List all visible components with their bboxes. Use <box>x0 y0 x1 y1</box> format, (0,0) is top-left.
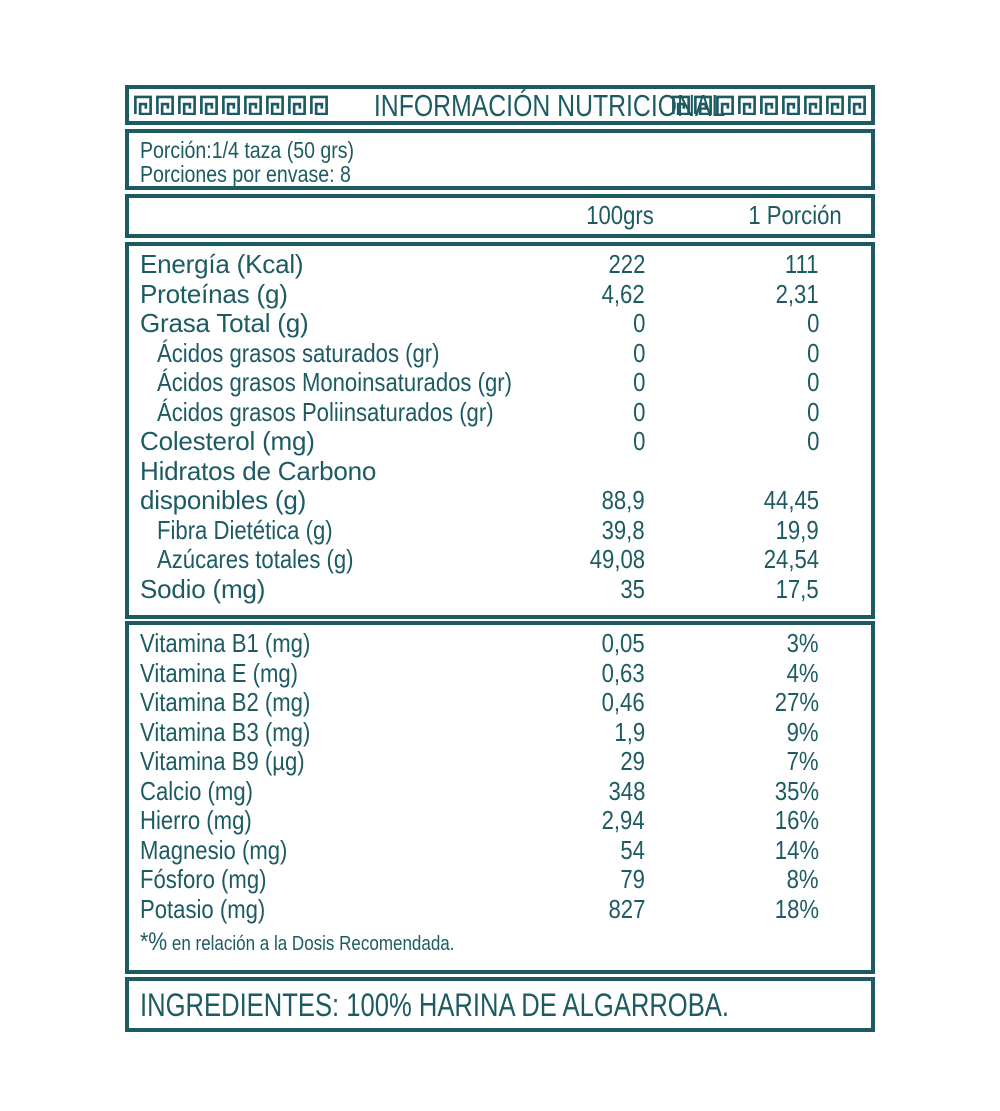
nutrient-label: Sodio (mg) <box>140 573 266 604</box>
table-row <box>140 806 819 836</box>
value-per-100g: 0,46 <box>601 687 645 717</box>
column-header-portion: 1 Porción <box>748 199 842 230</box>
value-per-portion: 2,31 <box>775 278 819 309</box>
table-row <box>140 398 819 428</box>
value-per-portion: 3% <box>787 628 819 658</box>
table-row <box>140 688 819 718</box>
value-per-portion: 19,9 <box>775 514 819 545</box>
daily-value-footnote <box>140 929 819 957</box>
nutrient-label: Ácidos grasos Monoinsaturados (gr) <box>157 367 512 397</box>
table-row <box>140 427 819 457</box>
greek-key-icon <box>265 95 285 115</box>
greek-key-icon <box>803 95 823 115</box>
serving-size-line <box>140 138 871 162</box>
value-per-100g: 79 <box>620 864 645 894</box>
value-per-100g: 0 <box>632 367 645 397</box>
value-per-100g: 0 <box>632 337 645 368</box>
nutrient-label: Calcio (mg) <box>140 775 253 806</box>
value-per-portion: 0 <box>806 337 819 368</box>
table-row <box>140 457 819 487</box>
value-per-100g <box>525 457 645 487</box>
value-per-portion: 7% <box>787 746 819 776</box>
value-per-portion: 9% <box>787 716 819 747</box>
table-row <box>140 309 819 339</box>
value-per-portion: 27% <box>774 687 819 717</box>
nutrient-label: Vitamina E (mg) <box>140 657 299 688</box>
ingredients-section <box>125 977 875 1032</box>
greek-key-icon <box>309 95 329 115</box>
value-per-portion: 35% <box>774 775 819 806</box>
table-row <box>140 718 819 748</box>
nutrient-label: Magnesio (mg) <box>140 834 288 865</box>
value-per-100g: 88,9 <box>601 485 645 515</box>
servings-per-container-text: Porciones por envase: 8 <box>140 161 351 187</box>
value-per-100g: 0,05 <box>601 628 645 658</box>
table-row <box>140 836 819 866</box>
servings-per-container-line <box>140 162 871 186</box>
nutrient-label: Hierro (mg) <box>140 805 252 835</box>
nutrient-label: Vitamina B3 (mg) <box>140 716 311 747</box>
table-row <box>140 516 819 546</box>
nutrient-label: Proteínas (g) <box>140 278 288 309</box>
greek-key-icon <box>847 95 867 115</box>
nutrient-label: Potasio (mg) <box>140 893 266 924</box>
value-per-portion: 0 <box>806 308 819 338</box>
footnote-text: en relación a la Dosis Recomendada. <box>171 933 455 955</box>
value-per-100g: 49,08 <box>589 544 645 574</box>
table-row <box>140 250 819 280</box>
greek-key-icon <box>825 95 845 115</box>
nutrient-label: Fibra Dietética (g) <box>157 514 333 545</box>
table-row <box>140 747 819 777</box>
value-per-portion <box>645 457 819 487</box>
ingredients-line <box>140 988 871 1022</box>
table-row <box>140 659 819 689</box>
greek-key-icon <box>221 95 241 115</box>
greek-key-pattern-left <box>133 95 329 115</box>
value-per-100g: 348 <box>608 775 645 806</box>
serving-info <box>125 129 875 190</box>
value-per-100g: 827 <box>608 893 645 924</box>
column-header-100g: 100grs <box>586 199 654 230</box>
table-row <box>140 486 819 516</box>
value-per-portion: 8% <box>787 864 819 894</box>
nutrient-label: Grasa Total (g) <box>140 308 309 338</box>
value-per-100g: 39,8 <box>601 514 645 545</box>
greek-key-icon <box>759 95 779 115</box>
value-per-100g: 4,62 <box>601 278 645 309</box>
nutrient-label: Vitamina B9 (µg) <box>140 746 305 776</box>
greek-key-icon <box>243 95 263 115</box>
nutrient-label: disponibles (g) <box>140 485 307 515</box>
greek-key-icon <box>737 95 757 115</box>
nutrient-label: Colesterol (mg) <box>140 426 315 456</box>
table-row <box>140 280 819 310</box>
column-headers <box>125 194 875 238</box>
table-row <box>140 545 819 575</box>
value-per-100g: 0 <box>632 308 645 338</box>
value-per-100g: 29 <box>620 746 645 776</box>
footnote-symbol: *% <box>140 928 168 956</box>
nutrient-label: Ácidos grasos Poliinsaturados (gr) <box>157 396 494 427</box>
value-per-portion: 14% <box>774 834 819 865</box>
value-per-100g: 222 <box>608 249 645 279</box>
value-per-100g: 1,9 <box>614 716 645 747</box>
nutrient-label: Vitamina B1 (mg) <box>140 628 311 658</box>
greek-key-icon <box>287 95 307 115</box>
nutrient-label: Ácidos grasos saturados (gr) <box>157 337 440 368</box>
label-title-text: INFORMACIÓN NUTRICIONAL <box>373 87 726 123</box>
value-per-100g: 0 <box>632 426 645 456</box>
value-per-100g: 54 <box>620 834 645 865</box>
table-row <box>140 339 819 369</box>
vitamins-minerals-table <box>125 621 875 974</box>
value-per-portion: 111 <box>785 249 819 279</box>
nutrient-label: Vitamina B2 (mg) <box>140 687 311 717</box>
value-per-portion: 44,45 <box>763 485 819 515</box>
greek-key-icon <box>133 95 153 115</box>
table-row <box>140 865 819 895</box>
value-per-portion: 0 <box>806 426 819 456</box>
value-per-portion: 16% <box>774 805 819 835</box>
nutrient-label: Hidratos de Carbono <box>140 455 377 486</box>
table-row <box>140 368 819 398</box>
value-per-portion: 17,5 <box>775 573 819 604</box>
table-row <box>140 777 819 807</box>
nutrient-label: Azúcares totales (g) <box>157 544 354 574</box>
value-per-portion: 0 <box>806 396 819 427</box>
value-per-portion: 24,54 <box>763 544 819 574</box>
value-per-100g: 2,94 <box>601 805 645 835</box>
greek-key-icon <box>155 95 175 115</box>
nutrient-label: Fósforo (mg) <box>140 864 267 894</box>
value-per-100g: 35 <box>620 573 645 604</box>
table-row <box>140 629 819 659</box>
table-row <box>140 895 819 925</box>
greek-key-icon <box>199 95 219 115</box>
value-per-portion: 0 <box>806 367 819 397</box>
value-per-portion: 18% <box>774 893 819 924</box>
table-row <box>140 575 819 605</box>
greek-key-icon <box>177 95 197 115</box>
value-per-100g: 0 <box>632 396 645 427</box>
nutrient-label: Energía (Kcal) <box>140 249 304 279</box>
nutrients-table <box>125 242 875 619</box>
ingredients-text: INGREDIENTES: 100% HARINA DE ALGARROBA. <box>140 987 729 1023</box>
value-per-portion: 4% <box>787 657 819 688</box>
greek-key-icon <box>781 95 801 115</box>
value-per-100g: 0,63 <box>601 657 645 688</box>
serving-size-text: Porción:1/4 taza (50 grs) <box>140 137 355 163</box>
label-title <box>330 87 726 123</box>
label-header <box>125 85 875 125</box>
nutrition-label <box>125 85 875 1032</box>
